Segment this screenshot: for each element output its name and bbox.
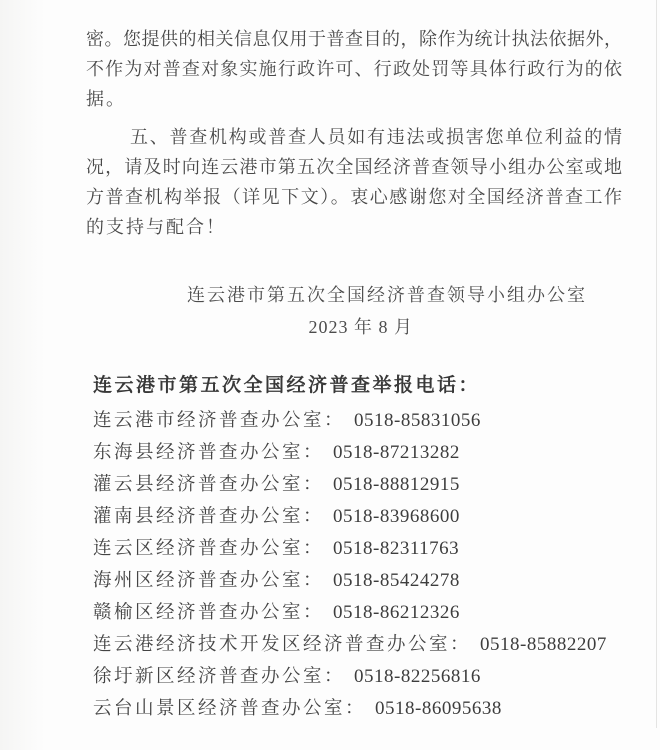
hotline-office-label: 连云港经济技术开发区经济普查办公室： [93,635,472,655]
hotline-row [93,693,660,725]
hotline-phone-number: 0518-85831056 [354,410,481,431]
hotline-row [93,501,660,533]
hotline-phone-number: 0518-83968600 [333,506,460,527]
hotline-office-label: 东海县经济普查办公室： [93,443,325,463]
hotline-row [93,405,660,437]
paragraph-line: 五、普查机构或普查人员如有违法或损害您单位利益的情 [130,127,622,147]
hotline-office-label: 徐圩新区经济普查办公室： [93,667,346,687]
hotline-phone-number: 0518-86095638 [375,698,502,719]
signature-line: 连云港市第五次全国经济普查领导小组办公室 [187,285,587,305]
hotline-row [93,437,660,469]
hotline-office-label: 连云区经济普查办公室： [93,539,325,559]
hotline-office-label: 云台山景区经济普查办公室： [93,699,367,719]
paragraph-line: 不作为对普查对象实施行政许可、行政处罚等具体行政行为的依 [86,59,622,79]
hotline-phone-number: 0518-85882207 [480,634,607,655]
paragraph-line: 方普查机构举报（详见下文）。衷心感谢您对全国经济普查工作 [86,187,622,207]
hotline-office-label: 赣榆区经济普查办公室： [93,603,325,623]
hotline-list [93,405,660,725]
hotline-row [93,629,660,661]
body-paragraph-item-five [86,122,622,242]
hotline-row [93,597,660,629]
hotline-office-label: 灌云县经济普查办公室： [93,475,325,495]
hotline-heading: 连云港市第五次全国经济普查举报电话： [93,375,481,396]
paragraph-line: 据。 [86,89,126,109]
hotline-row [93,661,660,693]
hotline-row [93,565,660,597]
hotline-phone-number: 0518-85424278 [333,570,460,591]
hotline-phone-number: 0518-87213282 [333,442,460,463]
hotline-office-label: 灌南县经济普查办公室： [93,507,325,527]
date-line: 2023 年 8 月 [308,317,413,337]
hotline-phone-number: 0518-82311763 [333,538,460,559]
body-paragraph-continuation [86,24,622,114]
page-edge-line [656,0,657,728]
paragraph-line: 密。您提供的相关信息仅用于普查目的，除作为统计执法依据外， [86,29,622,49]
hotline-office-label: 海州区经济普查办公室： [93,571,325,591]
paragraph-line: 况，请及时向连云港市第五次全国经济普查领导小组办公室或地 [86,157,622,177]
hotline-row [93,469,660,501]
hotline-phone-number: 0518-88812915 [333,474,460,495]
paragraph-line: 的支持与配合！ [86,217,226,237]
hotline-office-label: 连云港市经济普查办公室： [93,411,346,431]
hotline-row [93,533,660,565]
hotline-phone-number: 0518-86212326 [333,602,460,623]
hotline-phone-number: 0518-82256816 [354,666,481,687]
